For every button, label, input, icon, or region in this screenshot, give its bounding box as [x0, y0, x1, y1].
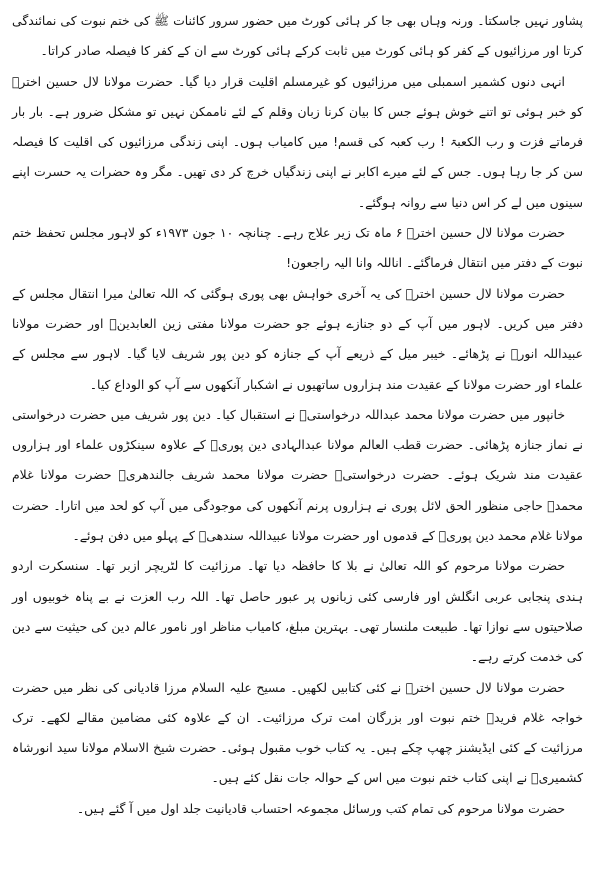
paragraph-kashmir-assembly: انہی دنوں کشمیر اسمبلی میں مرزائیوں کو غیرمسلم اقلیت قرار دیا گیا۔ حضرت مولانا لال حسین اخترؒ کو خبر ہوئی تو اتنے خوش ہوئے جس کا بیان کرنا زبان وقلم کے لئے ناممکن نہیں تو مشکل ضرور ہے۔ بار بار فرماتے فزت و رب الکعبۃ ! رب کعبہ کی قسم! میں کامیاب ہوں۔ اپنی زندگی مرزائیوں کی اقلیت کا فیصلہ سن کر جا رہا ہوں۔ جس کے لئے میرے اکابر نے اپنی زندگیاں خرچ کر دی تھیں۔ مگر وہ حضرات یہ حسرت اپنے سینوں میں لے کر اس دنیا سے روانہ ہوگئے۔	[12, 73, 583, 210]
paragraph-collected-works: حضرت مولانا مرحوم کی تمام کتب ورسائل مجموعہ احتساب قادیانیت جلد اول میں آ گئے ہیں۔	[76, 800, 565, 816]
paragraph-death-date: حضرت مولانا لال حسین اخترؒ ۶ ماہ تک زیر علاج رہے۔ چنانچہ ۱۰ جون ۱۹۷۳ء کو لاہور مجلس تحفظ ختم نبوت کے دفتر میں انتقال فرماگئے۔ اناللہ وانا الیہ راجعون!	[12, 225, 583, 271]
paragraph-continuation-peshawar: پشاور نہیں جاسکتا۔ ورنہ وہاں بھی جا کر ہائی کورٹ میں حضور سرور کائنات ﷺ کی ختم نبوت کی نمائندگی کرتا اور مرزائیوں کے کفر کو ہائی کورٹ میں ثابت کرکے ہائی کورٹ سے ان کے کفر کا فیصلہ صادر کراتا۔	[12, 13, 583, 59]
paragraph-memory-languages: حضرت مولانا مرحوم کو اللہ تعالیٰ نے بلا کا حافظہ دیا تھا۔ مرزائیت کا لٹریچر ازبر تھا۔ سنسکرت اردو ہندی پنجابی عربی انگلش اور فارسی کئی زبانوں پر عبور حاصل تھا۔ اللہ رب العزت نے بے پناہ خوبیوں اور صلاحیتوں سے نوازا تھا۔ طبیعت ملنسار تھی۔ بہترین مبلغ، کامیاب مناظر اور نامور عالم دین کی حیثیت سے دین کی خدمت کرتے رہے۔	[12, 558, 583, 665]
paragraph-last-wish-funeral: حضرت مولانا لال حسین اخترؒ کی یہ آخری خواہش بھی پوری ہوگئی کہ اللہ تعالیٰ میرا انتقال مجلس کے دفتر میں کریں۔ لاہور میں آپ کے دو جنازے ہوئے جو حضرت مولانا مفتی زین العابدینؒ اور حضرت مولانا عبیداللہ انورؒ نے پڑھائے۔ خیبر میل کے ذریعے آپ کے جنازہ کو دین پور شریف لایا گیا۔ لاہور سے مجلس کے علماء اور حضرت مولانا کے عقیدت مند ہزاروں ساتھیوں نے اشکبار آنکھوں سے آپ کو الوداع کیا۔	[12, 285, 583, 392]
paragraph-khanpur-burial: خانپور میں حضرت مولانا محمد عبداللہ درخواستیؒ نے استقبال کیا۔ دین پور شریف میں حضرت درخواستی نے نماز جنازہ پڑھائی۔ حضرت قطب العالم مولانا عبدالہادی دین پوریؒ کے علاوہ سینکڑوں علماء اور ہزاروں عقیدت مند شریک ہوئے۔ حضرت درخواستیؒ حضرت مولانا محمد شریف جالندھریؒ حضرت مولانا غلام محمدؒ حاجی منظور الحق لائل پوری نے ہزاروں پرنم آنکھوں کی موجودگی میں آپ کو لحد میں اتارا۔ حضرت مولانا غلام محمد دین پوریؒ کے قدموں اور حضرت مولانا عبیداللہ سندھیؒ کے پہلو میں دفن ہوئے۔	[12, 406, 583, 544]
paragraph-books: حضرت مولانا لال حسین اخترؒ نے کئی کتابیں لکھیں۔ مسیح علیہ السلام مرزا قادیانی کی نظر میں حضرت خواجہ غلام فریدؒ ختم نبوت اور بزرگان امت ترک مرزائیت۔ ان کے علاوہ کئی مضامین مقالے لکھے۔ ترک مرزائیت کے کئی ایڈیشنز چھپ چکے ہیں۔ یہ کتاب خوب مقبول ہوئی۔ حضرت شیخ الاسلام مولانا سید انورشاہ کشمیریؒ نے اپنی کتاب ختم نبوت میں اس کے حوالہ جات نقل کئے ہیں۔	[12, 679, 583, 786]
